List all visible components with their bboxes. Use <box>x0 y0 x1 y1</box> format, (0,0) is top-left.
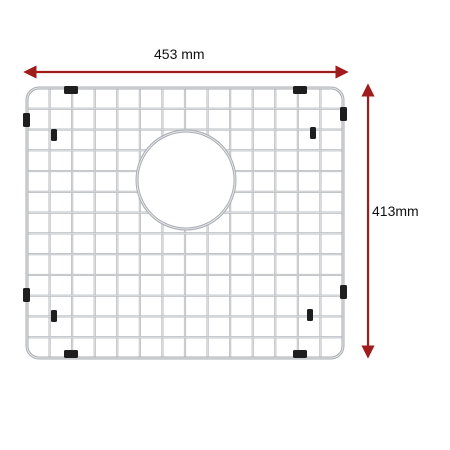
clip-inner-br <box>307 309 313 321</box>
foot-bottom-right <box>293 350 307 358</box>
height-dimension-label: 413mm <box>372 203 419 219</box>
width-dimension-label: 453 mm <box>154 46 205 62</box>
bumper-left-upper <box>23 113 30 127</box>
sink-grid-rack <box>27 88 343 358</box>
bumper-right-upper <box>340 107 347 121</box>
clip-inner-tl <box>51 129 57 141</box>
bumper-right-lower <box>340 285 347 299</box>
foot-top-left <box>64 86 78 94</box>
foot-top-right <box>293 86 307 94</box>
foot-bottom-left <box>64 350 78 358</box>
clip-inner-bl <box>51 310 57 322</box>
bumper-left-lower <box>23 288 30 302</box>
clip-inner-tr <box>310 127 316 139</box>
